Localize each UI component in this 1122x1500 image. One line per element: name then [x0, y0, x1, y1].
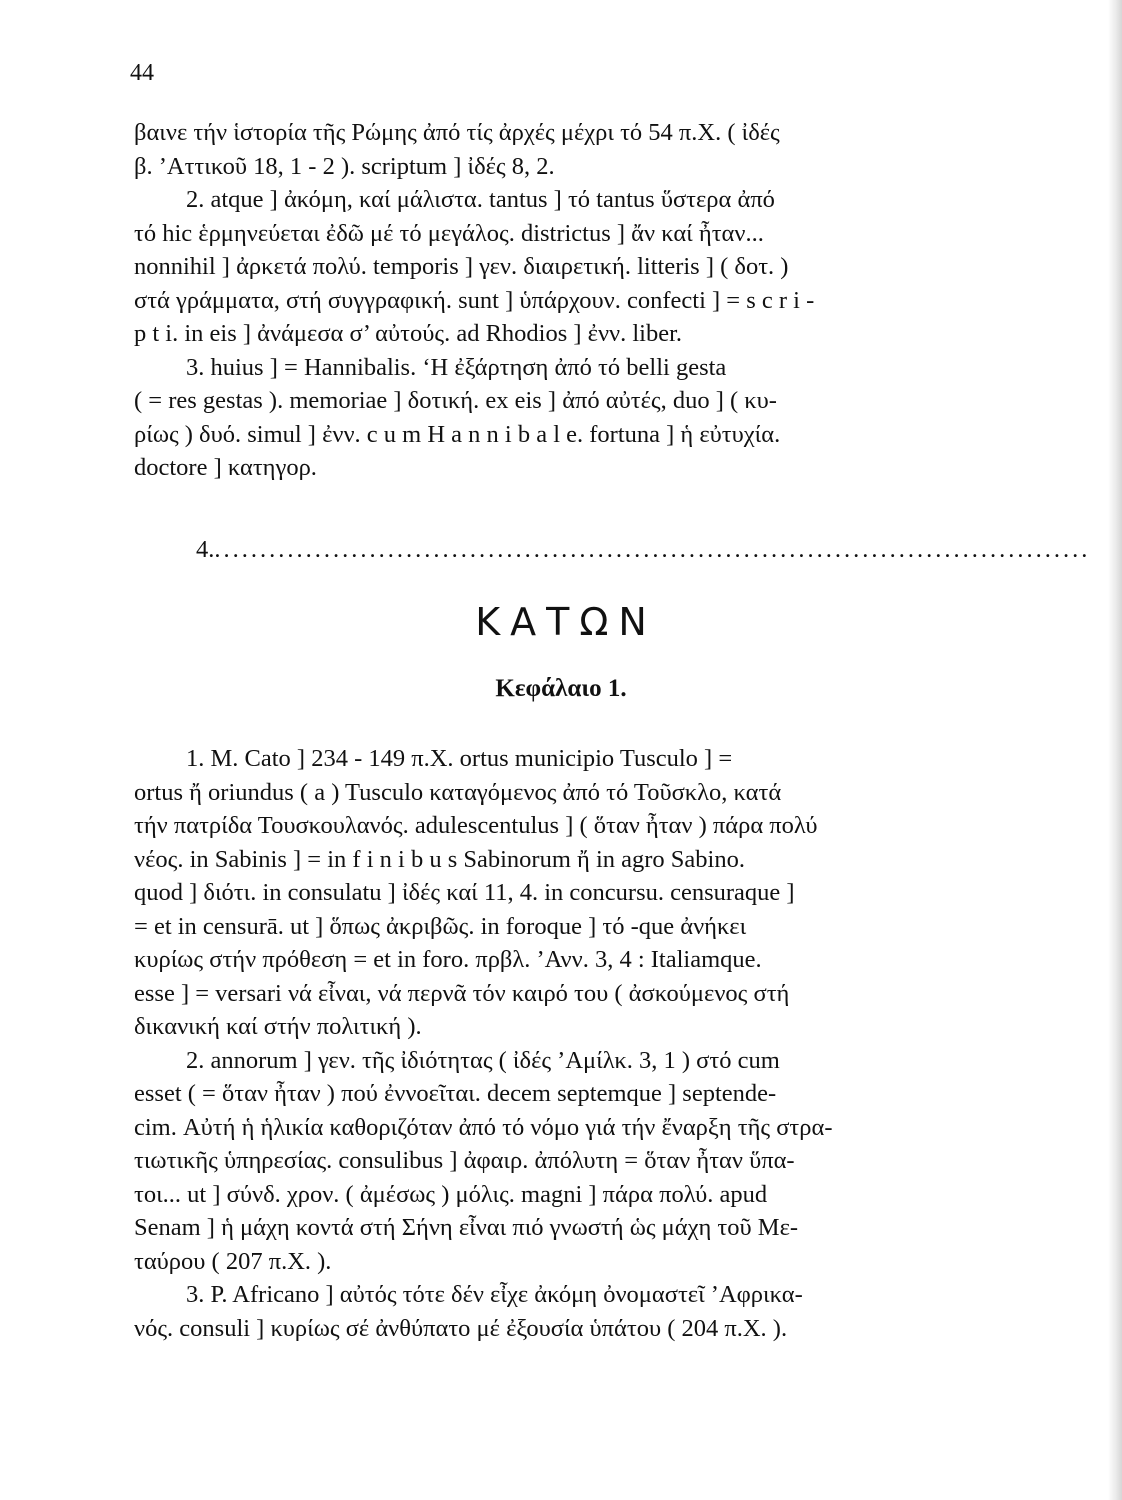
text-line: cim. Αὐτή ἡ ἡλικία καθοριζόταν ἀπό τό νόμο γιά τήν ἔναρξη τῆς στρα-: [134, 1113, 833, 1141]
commentary-block-top: [134, 116, 1016, 485]
text-line: τό hic ἑρμηνεύεται ἐδῶ μέ τό μεγάλος. districtus ] ἄν καί ἦταν...: [134, 219, 764, 247]
text-line: νέος. in Sabinis ] = in f i n i b u s Sabinorum ἤ in agro Sabino.: [134, 845, 745, 873]
text-line: τιωτικῆς ὑπηρεσίας. consulibus ] ἀφαιρ. ἀπόλυτη = ὅταν ἦταν ὕπα-: [134, 1147, 795, 1174]
text-line: στά γράμματα, στή συγγραφική. sunt ] ὑπάρχουν. confecti ] = s c r i -: [134, 286, 815, 314]
text-line: β. ’Αττικοῦ 18, 1 - 2 ). scriptum ] ἰδές 8, 2.: [134, 152, 555, 180]
text-line: βαινε τήν ἱστορία τῆς Ρώμης ἀπό τίς ἀρχές μέχρι τό 54 π.Χ. ( ἰδές: [134, 119, 780, 146]
text-line: νός. consuli ] κυρίως σέ ἀνθύπατο μέ ἐξουσία ὑπάτου ( 204 π.Χ. ).: [134, 1314, 788, 1342]
text-line: ταύρου ( 207 π.Χ. ).: [134, 1247, 332, 1275]
text-line: esset ( = ὅταν ἦταν ) πού ἐννοεῖται. decem septemque ] septende-: [134, 1080, 777, 1107]
commentary-block-bottom: [134, 742, 1016, 1345]
text-line: quod ] διότι. in consulatu ] ἰδές καί 11, 4. in concursu. censuraque ]: [134, 879, 795, 906]
text-line: τήν πατρίδα Τουσκουλανός. adulescentulus ] ( ὅταν ἦταν ) πάρα πολύ: [134, 812, 818, 839]
page-edge-shadow: [1108, 0, 1122, 1500]
chapter-subtitle: Κεφάλαιο 1.: [495, 675, 627, 702]
text-line: ortus ἤ oriundus ( a ) Tusculo καταγόμενος ἀπό τό Τοῦσκλο, κατά: [134, 778, 782, 806]
text-line: 2. annorum ] γεν. τῆς ἰδιότητας ( ἰδές ’Αμίλκ. 3, 1 ) στό cum: [186, 1046, 780, 1074]
text-line: 3. P. Africano ] αὐτός τότε δέν εἶχε ἀκόμη ὀνομαστεῖ ’Αφρικα-: [186, 1281, 803, 1308]
text-line: 2. atque ] ἀκόμη, καί μάλιστα. tantus ] τό tantus ὕστερα ἀπό: [186, 186, 775, 213]
text-line: nonnihil ] ἀρκετά πολύ. temporis ] γεν. διαιρετική. litteris ] ( δοτ. ): [134, 253, 789, 280]
section-4-label: 4.: [196, 536, 215, 563]
text-line: κυρίως στήν πρόθεση = et in foro. πρβλ. ’Ανν. 3, 4 : Italiamque.: [134, 946, 762, 973]
text-line: 1. M. Cato ] 234 - 149 π.Χ. ortus municipio Tusculo ] =: [186, 745, 733, 772]
page-number: 44: [130, 60, 154, 86]
text-line: ρίως ) δυό. simul ] ἐνν. c u m H a n n i b a l e. fortuna ] ἡ εὐτυχία.: [134, 420, 781, 448]
text-line: τοι... ut ] σύνδ. χρον. ( ἀμέσως ) μόλις. magni ] πάρα πολύ. apud: [134, 1180, 768, 1208]
chapter-title: ΚΑΤΩΝ: [475, 600, 657, 644]
text-line: Senam ] ἡ μάχη κοντά στή Σήνη εἶναι πιό γνωστή ὡς μάχη τοῦ Με-: [134, 1214, 799, 1241]
dotted-leader: ................................................................................................: [214, 536, 1091, 563]
text-line: ( = res gestas ). memoriae ] δοτική. ex eis ] ἀπό αὐτές, duo ] ( κυ-: [134, 387, 777, 414]
section-4-placeholder: [196, 536, 1091, 570]
text-line: p t i. in eis ] ἀνάμεσα σ’ αὐτούς. ad Rhodios ] ἐνν. liber.: [134, 320, 683, 347]
text-line: doctore ] κατηγορ.: [134, 454, 317, 481]
text-line: esse ] = versari νά εἶναι, νά περνᾶ τόν καιρό του ( ἀσκούμενος στή: [134, 979, 790, 1007]
text-line: δικανική καί στήν πολιτική ).: [134, 1013, 422, 1040]
text-line: = et in censurā. ut ] ὅπως ἀκριβῶς. in foroque ] τό -que ἀνήκει: [134, 912, 747, 940]
text-line: 3. huius ] = Hannibalis. ‘Η ἐξάρτηση ἀπό τό belli gesta: [186, 353, 727, 381]
